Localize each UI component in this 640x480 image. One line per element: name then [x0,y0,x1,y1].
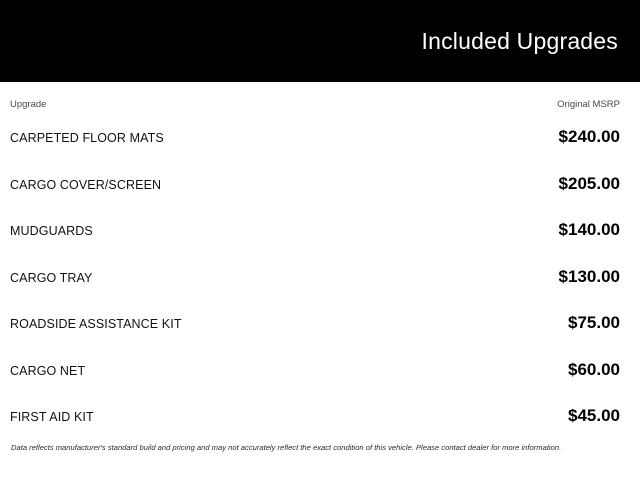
table-body [10,113,620,439]
page-title: Included Upgrades [421,27,618,54]
upgrade-price: $45.00 [568,406,620,425]
upgrade-price: $75.00 [568,313,620,332]
upgrade-name: FIRST AID KIT [10,410,94,424]
table-row [10,346,620,393]
upgrade-price: $140.00 [558,220,620,239]
upgrade-name: MUDGUARDS [10,224,93,238]
column-header-upgrade: Upgrade [10,99,47,110]
table-row [10,392,620,439]
upgrade-price: $130.00 [558,266,620,286]
upgrades-table [0,82,640,480]
upgrade-name: CARPETED FLOOR MATS [10,131,164,145]
table-row [10,206,620,253]
upgrade-name: CARGO NET [10,363,86,378]
upgrade-price: $60.00 [568,359,620,379]
upgrade-name: ROADSIDE ASSISTANCE KIT [10,317,182,331]
upgrade-price: $240.00 [558,127,620,146]
disclaimer-text: Data reflects manufacturer's standard build and pricing and may not accurately reflect the exact condition of this vehicle. Please contact dealer for more information. [11,442,562,452]
table-header-row [10,82,620,113]
column-header-msrp: Original MSRP [557,99,620,110]
upgrade-name: CARGO TRAY [10,270,93,285]
page-header [0,0,640,82]
table-row [10,160,620,207]
table-row [10,299,620,346]
table-row [10,113,620,160]
table-row [10,253,620,300]
upgrade-price: $205.00 [558,173,620,193]
upgrade-name: CARGO COVER/SCREEN [10,177,162,192]
